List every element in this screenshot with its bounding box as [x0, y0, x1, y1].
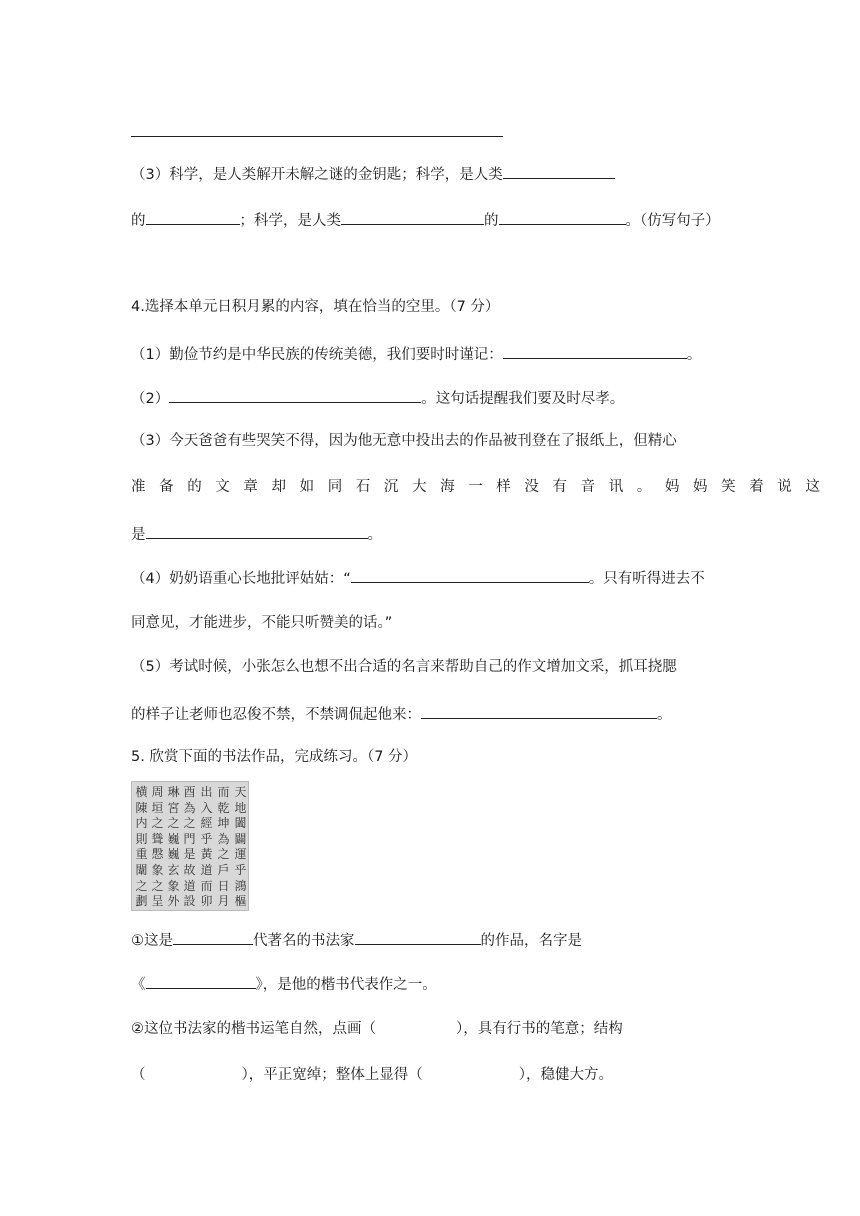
q4-item1-text: （1）勤俭节约是中华民族的传统美德，我们要时时谨记： [131, 347, 503, 363]
calligraphy-column: 周垣之聳慇象之呈 [151, 785, 164, 909]
q5-text: ），平正宽绰；整体上显得（ [241, 1067, 423, 1083]
calligraphy-column: 而乾坤為之戶日月 [217, 785, 230, 909]
answer-blank[interactable] [146, 973, 256, 989]
q5-line3 [131, 1019, 623, 1039]
q4-item2-text: （2） [131, 391, 170, 407]
q4-item5-line1: （5）考试时候，小张怎么也想不出合适的名言来帮助自己的作文增加文采，抓耳挠腮 [131, 659, 677, 675]
answer-blank[interactable] [355, 929, 481, 945]
q3-item3-text: （3）科学，是人类解开未解之谜的金钥匙；科学，是人类 [131, 167, 503, 183]
answer-blank[interactable] [351, 567, 589, 583]
q5-text: 的作品，名字是 [480, 933, 582, 949]
answer-blank[interactable] [146, 209, 240, 225]
answer-line-top [131, 136, 503, 137]
answer-blank[interactable] [169, 387, 421, 403]
q4-item1 [131, 343, 701, 365]
q4-item4-text: 。只有听得进去不 [588, 571, 705, 587]
q5-text: 》，是他的楷书代表作之一。 [255, 977, 437, 993]
q4-item3-line3 [131, 523, 382, 545]
q3-item3-text: 。（仿写句子） [625, 213, 720, 229]
q4-item4-line2: 同意见，才能进步，不能只听赞美的话。” [131, 615, 393, 631]
answer-blank[interactable] [499, 209, 626, 225]
q4-item4-line1 [131, 567, 705, 589]
q4-title: 4.选择本单元日积月累的内容，填在恰当的空里。（7 分） [131, 299, 500, 315]
q5-line2 [131, 973, 437, 995]
calligraphy-column: 天地闔闢運乎鴻樞 [234, 785, 247, 909]
calligraphy-column: 酉為之門是故道設 [183, 785, 196, 909]
q3-item3-line2 [131, 209, 720, 231]
q3-item3-text: 的 [131, 213, 146, 229]
q4-item3-text: 是 [131, 527, 146, 543]
q5-text: （ [131, 1067, 146, 1083]
answer-blank[interactable] [341, 209, 484, 225]
q4-item5-line2 [131, 703, 672, 725]
q3-item3-line1 [131, 163, 615, 185]
calligraphy-column: 出入經乎黃道而卯 [200, 785, 213, 909]
calligraphy-image [131, 781, 249, 911]
answer-blank[interactable] [503, 343, 687, 359]
q3-item3-text: ；科学，是人类 [239, 213, 341, 229]
q3-item3-text: 的 [484, 213, 499, 229]
calligraphy-column: 琳宮之巍巍玄象外 [167, 785, 180, 909]
q5-text: ②这位书法家的楷书运笔自然，点画（ [131, 1021, 376, 1037]
q5-text: ），具有行书的笔意；结构 [456, 1021, 623, 1037]
q4-item3-line2: 准备的文章却如同石沉大海一样没有音讯。妈妈笑着说这 [131, 479, 834, 495]
answer-blank[interactable] [173, 929, 253, 945]
q4-item4-text: （4）奶奶语重心长地批评姑姑：“ [131, 571, 351, 587]
q4-item3-line1: （3）今天爸爸有些哭笑不得，因为他无意中投出去的作品被刊登在了报纸上，但精心 [131, 433, 677, 449]
q4-item3-text: 。 [367, 527, 382, 543]
calligraphy-column: 横陳内則重闈之劃 [135, 785, 148, 909]
q4-item1-text: 。 [686, 347, 702, 363]
answer-blank[interactable] [146, 523, 368, 539]
q4-item2 [131, 387, 624, 409]
q5-text: ），稳健大方。 [518, 1067, 613, 1083]
q4-item5-text: 。 [657, 707, 672, 723]
q5-title: 5. 欣赏下面的书法作品，完成练习。（7 分） [131, 749, 418, 765]
q5-text: 《 [131, 977, 146, 993]
q5-text: ①这是 [131, 933, 173, 949]
q4-item2-text: 。这句话提醒我们要及时尽孝。 [421, 391, 625, 407]
answer-blank[interactable] [421, 703, 657, 719]
q4-item5-text: 的样子让老师也忍俊不禁，不禁调侃起他来： [131, 707, 421, 723]
q5-text: 代著名的书法家 [253, 933, 355, 949]
q5-line1 [131, 929, 582, 951]
q5-line4 [131, 1065, 613, 1085]
answer-blank[interactable] [503, 163, 615, 179]
